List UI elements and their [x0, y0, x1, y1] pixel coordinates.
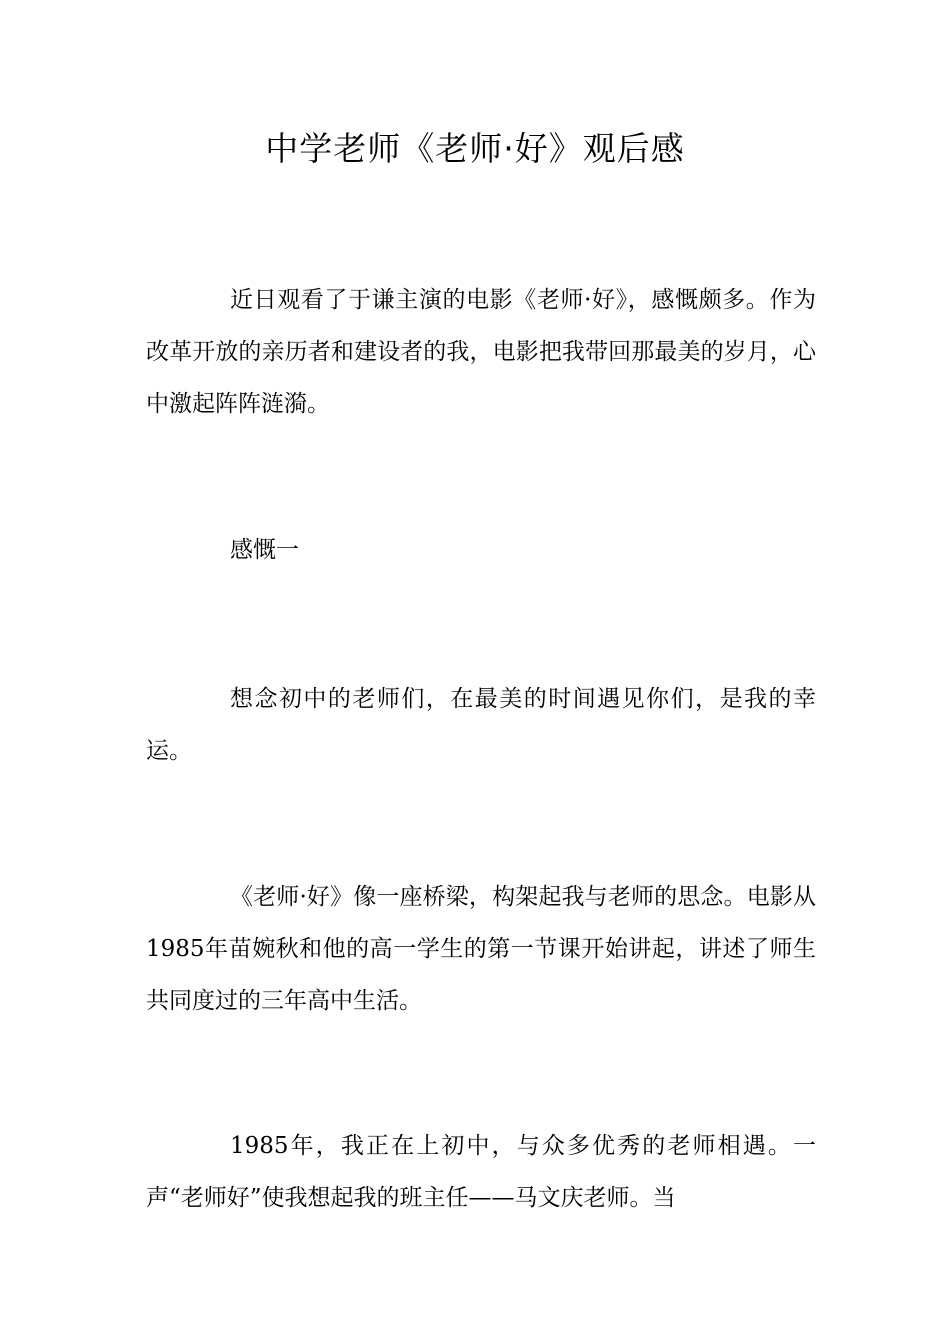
paragraph-intro: 近日观看了于谦主演的电影《老师·好》，感慨颇多。作为改革开放的亲历者和建设者的我，电影把我带回那最美的岁月，心中激起阵阵涟漪。	[146, 287, 816, 417]
paragraph: 1985年，我正在上初中，与众多优秀的老师相遇。一声“老师好”使我想起我的班主任——马文庆老师。当	[146, 1133, 816, 1211]
document-title: 中学老师《老师·好》观后感	[265, 129, 685, 168]
paragraph: 想念初中的老师们，在最美的时间遇见你们，是我的幸运。	[146, 686, 816, 764]
paragraph: 《老师·好》像一座桥梁，构架起我与老师的思念。电影从1985年苗婉秋和他的高一学生的第一节课开始讲起，讲述了师生共同度过的三年高中生活。	[146, 884, 816, 1014]
section-heading: 感慨一	[230, 537, 299, 563]
